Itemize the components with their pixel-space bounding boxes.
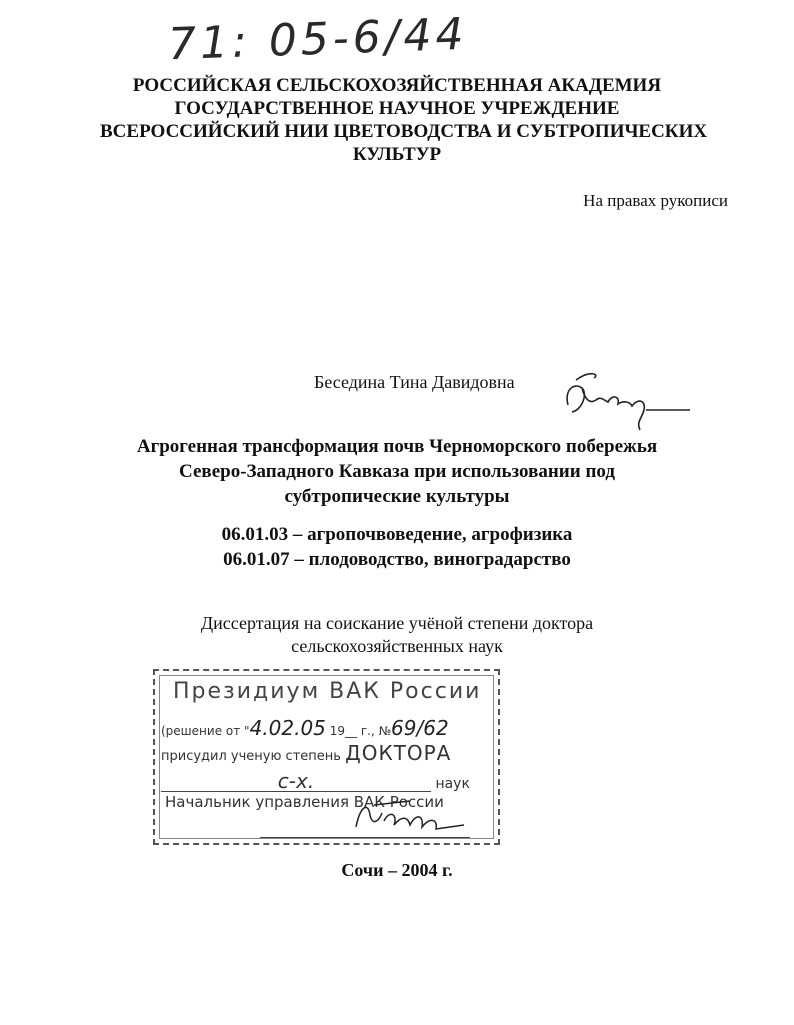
institution-header <box>100 74 708 166</box>
stamp-degree: ДОКТОРА <box>345 741 452 765</box>
specialty-line: 06.01.03 – агропочвоведение, агрофизика <box>221 524 573 545</box>
specialty-codes <box>80 522 714 572</box>
stamp-decision-number: 69/62 <box>391 716 449 740</box>
header-line: ВСЕРОССИЙСКИЙ НИИ ЦВЕТОВОДСТВА И СУБТРОПИЧЕСКИХ <box>100 121 708 142</box>
stamp-awarded-text: присудил ученую степень <box>161 749 341 764</box>
header-line: КУЛЬТУР <box>352 144 442 165</box>
dissertation-title <box>80 434 714 509</box>
stamp-decision-mid: 19__ г., № <box>329 724 392 738</box>
degree-line: сельскохозяйственных наук <box>291 636 503 656</box>
city-year: Сочи – 2004 г. <box>341 860 453 880</box>
stamp-title: Президиум ВАК России <box>173 679 482 704</box>
stamp-field-value: с-х. <box>161 769 431 792</box>
header-line: РОССИЙСКАЯ СЕЛЬСКОХОЗЯЙСТВЕННАЯ АКАДЕМИЯ <box>132 75 662 96</box>
title-line: Агрогенная трансформация почв Черноморского побережья <box>136 436 658 457</box>
stamp-awarded-row <box>161 741 451 765</box>
title-line: Северо-Западного Кавказа при использовании под <box>179 461 615 482</box>
header-line: ГОСУДАРСТВЕННОЕ НАУЧНОЕ УЧРЕЖДЕНИЕ <box>174 98 620 119</box>
stamp-decision-row <box>161 716 449 740</box>
stamp-signature-line <box>260 811 470 838</box>
author-name: Беседина Тина Давидовна <box>314 372 515 392</box>
specialty-line: 06.01.07 – плодоводство, виноградарство <box>223 549 571 570</box>
rights-note: На правах рукописи <box>583 191 728 210</box>
stamp-field-row <box>161 769 486 792</box>
stamp-head-signature <box>350 795 470 835</box>
author-signature <box>560 360 695 440</box>
vak-stamp <box>153 669 500 845</box>
degree-line: Диссертация на соискание учёной степени доктора <box>200 613 594 633</box>
stamp-field-suffix: наук <box>435 776 470 792</box>
stamp-head-title: Начальник управления ВАК России <box>165 793 444 811</box>
title-line: субтропические культуры <box>284 486 510 507</box>
degree-statement <box>80 612 714 658</box>
stamp-decision-prefix: (решение от " <box>161 724 250 738</box>
archive-code-handwritten: 71: 05-6/44 <box>167 8 469 71</box>
stamp-decision-date: 4.02.05 <box>249 716 326 740</box>
